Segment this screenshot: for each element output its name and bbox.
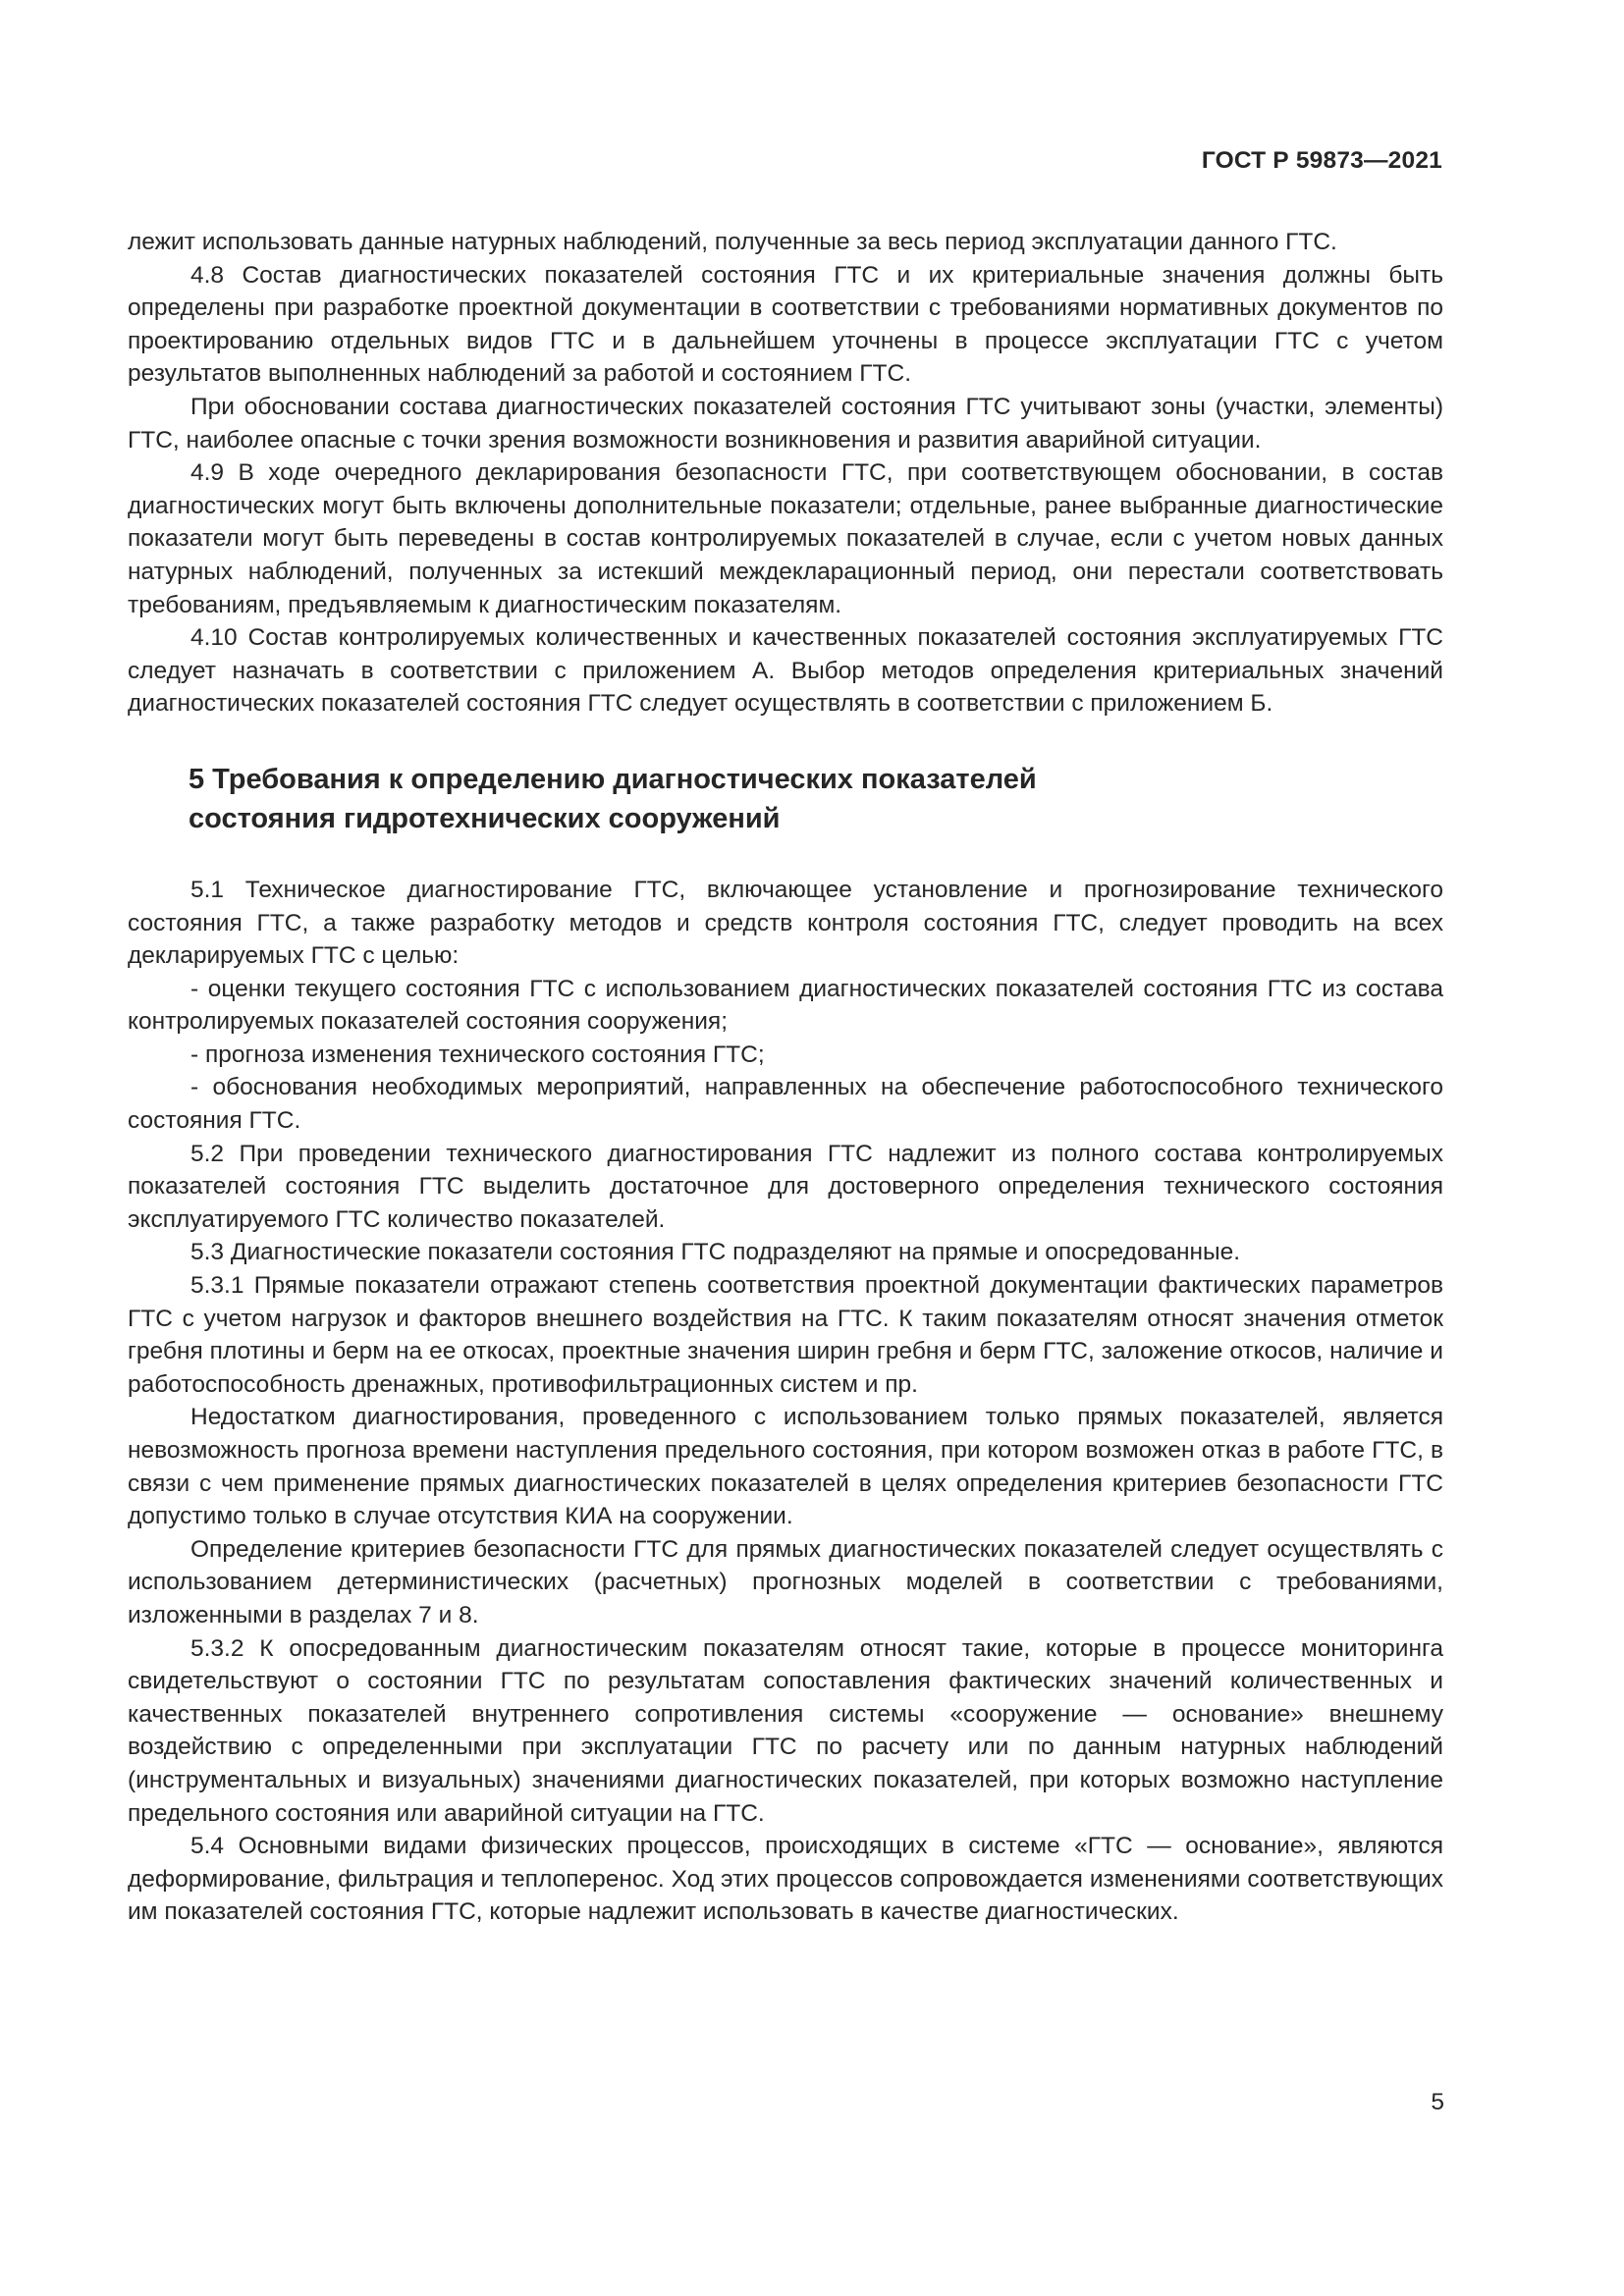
list-item-measures: - обоснования необходимых мероприятий, направленных на обеспечение работоспособного технического состояния ГТС. (128, 1074, 1443, 1135)
paragraph-5-3: 5.3 Диагностические показатели состояния ГТС подразделяют на прямые и опосредованные. (190, 1239, 1241, 1266)
paragraph-5-1: 5.1 Техническое диагностирование ГТС, включающее установление и прогнозирование технического состояния ГТС, а также разработку методов и средств контроля состояния ГТС, следует проводить на всех декларируемых ГТС с целью: (128, 876, 1443, 970)
paragraph-5-3-1-drawback: Недостатком диагностирования, проведенного с использованием только прямых показателей, является невозможность прогноза времени наступления предельного состояния, при котором возможен отказ в работе ГТС, в связи с чем применение прямых диагностических показателей в целях определения критериев безопасности ГТС допустимо только в случае отсутствия КИА на сооружении. (128, 1404, 1443, 1530)
section-heading-line1: 5 Требования к определению диагностических показателей (189, 763, 1037, 795)
page-footer (1431, 2089, 1444, 2116)
paragraph-4-9: 4.9 В ходе очередного декларирования безопасности ГТС, при соответствующем обосновании, в состав диагностических могут быть включены дополнительные показатели; отдельные, ранее выбранные диагностические показатели могут быть переведены в состав контролируемых показателей в случае, если с учетом новых данных натурных наблюдений, полученных за истекший междекларационный период, они перестали соответствовать требованиям, предъявляемым к диагностическим показателям. (128, 459, 1443, 618)
paragraph-5-3-1: 5.3.1 Прямые показатели отражают степень соответствия проектной документации фактических параметров ГТС с учетом нагрузок и факторов внешнего воздействия на ГТС. К таким показателям относят значения отметок гребня плотины и берм на ее откосах, проектные значения ширин гребня и берм ГТС, заложение откосов, наличие и работоспособность дренажных, противофильтрационных систем и пр. (128, 1272, 1443, 1398)
paragraph-5-2: 5.2 При проведении технического диагностирования ГТС надлежит из полного состава контролируемых показателей состояния ГТС выделить достаточное для достоверного определения технического состояния эксплуатируемого ГТС количество показателей. (128, 1140, 1443, 1233)
paragraph-5-3-1-criteria: Определение критериев безопасности ГТС для прямых диагностических показателей следует осуществлять с использованием детерминистических (расчетных) прогнозных моделей в соответствии с требованиями, изложенными в разделах 7 и 8. (128, 1535, 1443, 1629)
paragraph-continuation: лежит использовать данные натурных наблюдений, полученные за весь период эксплуатации данного ГТС. (128, 229, 1337, 255)
page-body (128, 226, 1443, 1929)
list-item-assessment: - оценки текущего состояния ГТС с использованием диагностических показателей состояния ГТС из состава контролируемых показателей состояния сооружения; (128, 975, 1443, 1036)
list-item-forecast: - прогноза изменения технического состояния ГТС; (190, 1041, 765, 1068)
page-number: 5 (1431, 2089, 1444, 2115)
section-heading-line2: состояния гидротехнических сооружений (189, 802, 781, 834)
paragraph-4-8: 4.8 Состав диагностических показателей состояния ГТС и их критериальные значения должны быть определены при разработке проектной документации в соответствии с требованиями нормативных документов по проектированию отдельных видов ГТС и в дальнейшем уточнены в процессе эксплуатации ГТС с учетом результатов выполненных наблюдений за работой и состоянием ГТС. (128, 261, 1443, 388)
section-5-heading (128, 760, 1443, 838)
paragraph-5-3-2: 5.3.2 К опосредованным диагностическим показателям относят такие, которые в процессе мониторинга свидетельствуют о состоянии ГТС по результатам сопоставления фактических значений количественных и качественных показателей внутреннего сопротивления системы «сооружение — основание» внешнему воздействию с определенными при эксплуатации ГТС по расчету или по данным натурных наблюдений (инструментальных и визуальных) значениями диагностических показателей, при которых возможно наступление предельного состояния или аварийной ситуации на ГТС. (128, 1634, 1443, 1827)
document-header (1202, 147, 1442, 175)
paragraph-4-8-zones: При обосновании состава диагностических показателей состояния ГТС учитывают зоны (участки, элементы) ГТС, наиболее опасные с точки зрения возможности возникновения и развития аварийной ситуации. (128, 393, 1443, 454)
paragraph-5-4: 5.4 Основными видами физических процессов, происходящих в системе «ГТС — основание», являются деформирование, фильтрация и теплоперенос. Ход этих процессов сопровождается изменениями соответствующих им показателей состояния ГТС, которые надлежит использовать в качестве диагностических. (128, 1833, 1443, 1926)
standard-number: ГОСТ Р 59873—2021 (1201, 147, 1442, 174)
paragraph-4-10: 4.10 Состав контролируемых количественных и качественных показателей состояния эксплуатируемых ГТС следует назначать в соответствии с приложением А. Выбор методов определения критериальных значений диагностических показателей состояния ГТС следует осуществлять в соответствии с приложением Б. (128, 624, 1443, 718)
